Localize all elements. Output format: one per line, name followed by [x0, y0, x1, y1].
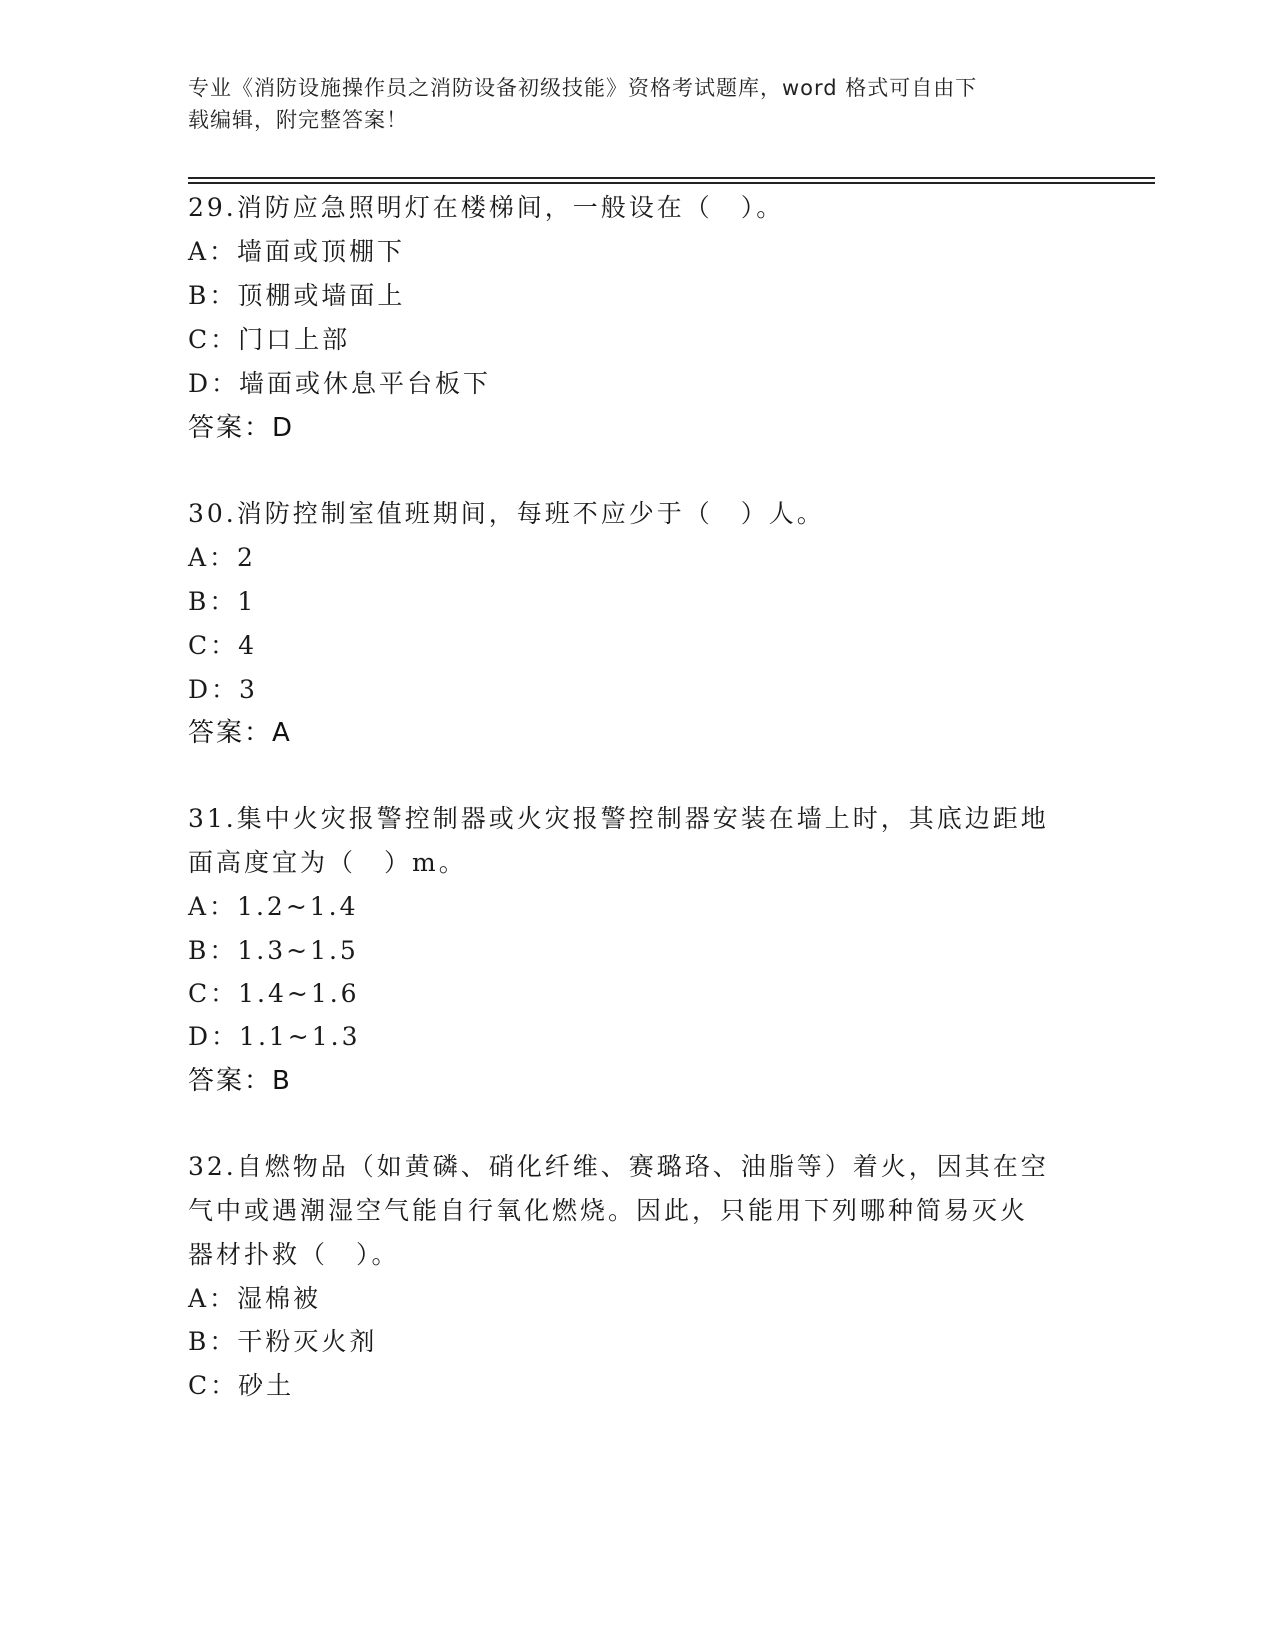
question-32-option-a: A：湿棉被: [188, 1284, 322, 1313]
question-31-stem-line-2: 面高度宜为（ ）m。: [188, 848, 467, 877]
question-31-option-c: C：1.4~1.6: [188, 979, 360, 1008]
question-31-stem-line-1: 31.集中火灾报警控制器或火灾报警控制器安装在墙上时，其底边距地: [188, 804, 1049, 833]
question-30-option-b: B：1: [188, 587, 257, 616]
question-30-option-d: D：3: [188, 675, 258, 704]
question-30-answer: 答案：A: [188, 718, 292, 748]
question-29-option-c: C：门口上部: [188, 325, 351, 354]
question-32-stem-line-2: 气中或遇潮湿空气能自行氧化燃烧。因此，只能用下列哪种简易灭火: [188, 1196, 1029, 1225]
document-header: [188, 72, 1068, 136]
question-32-stem-line-3: 器材扑救（ ）。: [188, 1240, 400, 1269]
header-divider-top: [188, 177, 1155, 179]
question-31-option-b: B：1.3~1.5: [188, 936, 359, 965]
question-30-stem: 30.消防控制室值班期间，每班不应少于（ ）人。: [188, 499, 825, 528]
question-32-stem-line-1: 32.自燃物品（如黄磷、硝化纤维、赛璐珞、油脂等）着火，因其在空: [188, 1152, 1049, 1181]
question-32-option-b: B：干粉灭火剂: [188, 1327, 378, 1356]
question-31-answer: 答案：B: [188, 1066, 292, 1096]
question-32-option-c: C：砂土: [188, 1371, 295, 1400]
question-29-option-d: D：墙面或休息平台板下: [188, 369, 492, 398]
question-31-option-a: A：1.2~1.4: [188, 892, 359, 921]
header-divider-bottom: [188, 182, 1155, 184]
header-line-2: 载编辑，附完整答案！: [188, 108, 408, 132]
question-31-option-d: D：1.1~1.3: [188, 1022, 361, 1051]
question-29-stem: 29.消防应急照明灯在楼梯间，一般设在（ ）。: [188, 193, 785, 222]
question-30-option-c: C：4: [188, 631, 258, 660]
question-29-option-a: A：墙面或顶棚下: [188, 237, 406, 266]
header-line-1: 专业《消防设施操作员之消防设备初级技能》资格考试题库，word 格式可自由下: [188, 76, 978, 100]
question-29-answer: 答案：D: [188, 413, 295, 443]
question-29-option-b: B：顶棚或墙面上: [188, 281, 406, 310]
question-30-option-a: A：2: [188, 543, 256, 572]
